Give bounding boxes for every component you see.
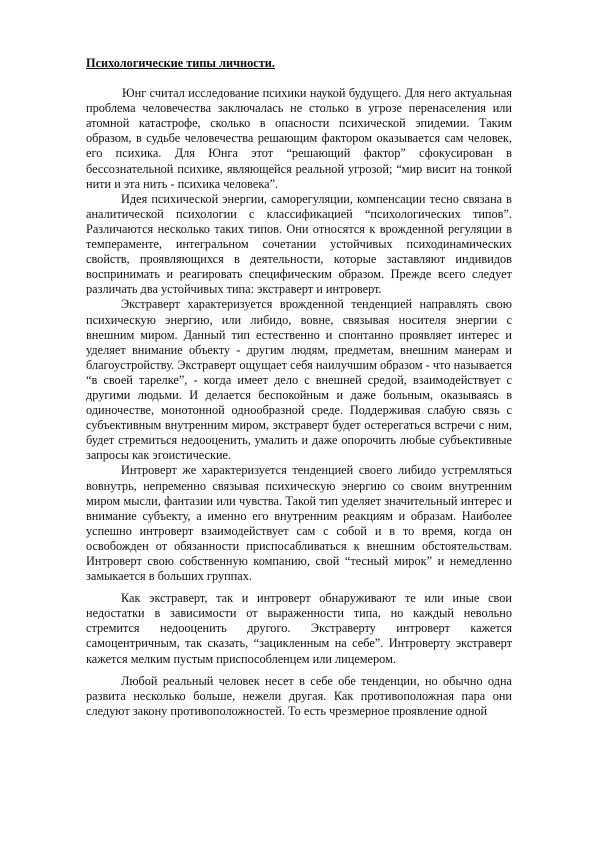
paragraph-extravert: Экстраверт характеризуется врожденной тенденцией направлять свою психическую энергию, или либидо, вовне, связывая носителя энергии с внешним миром. Данный тип естественно и спонтанно проявляет интерес и уделяет внимание объекту - другим людям, предметам, внешним манерам и благоустройству. Экстраверт ощущает себя наилучшим образом - что называется “в своей тарелке”, - когда имеет дело с внешней средой, взаимодействует с другими людьми. И делается беспокойным и даже больным, оказываясь в одиночестве, монотонной однообразной среде. Поддерживая слабую связь с субъективным внутренним миром, экстраверт будет остерегаться встречи с ним, будет стремиться недооценить, умалить и даже опорочить любые субъективные запросы как эгоистические. (86, 297, 512, 463)
paragraph-both-tendencies: Любой реальный человек несет в себе обе тенденции, но обычно одна развита несколько больше, нежели другая. Как противоположная пара они следуют закону противоположностей. То есть чрезмерное проявление одной (86, 673, 512, 718)
paragraph-comparison: Как экстраверт, так и интроверт обнаруживают те или иные свои недостатки в зависимости от выраженности типа, но каждый невольно стремится недооценить другого. Экстраверту интроверт кажется самоцентричным, так сказать, “зацикленным на себе”. Интроверту экстраверт кажется мелким пустым приспособленцем или лицемером. (86, 591, 512, 666)
document-body (86, 56, 512, 719)
paragraph-introvert: Интроверт же характеризуется тенденцией своего либидо устремляться вовнутрь, непременно связывая психическую энергию со своим внутренним миром мысли, фантазии или чувства. Такой тип уделяет значительный интерес и внимание субъекту, а именно его внутренним реакциям и образам. Наиболее успешно интроверт взаимодействует сам с собой и в то время, когда он освобожден от обязанности приспосабливаться к внешним обстоятельствам. Интроверт свою собственную компанию, свой “тесный мирок” и немедленно замыкается в больших группах. (86, 463, 512, 584)
paragraph-psychic-energy: Идея психической энергии, саморегуляции, компенсации тесно связана в аналитической психологии с классификацией “психологических типов”. Различаются несколько таких типов. Они относятся к врожденной регуляции в темпераменте, интегральном сочетании устойчивых психодинамических свойств, проявляющихся в деятельности, которые заставляют индивидов воспринимать и реагировать специфическим образом. Прежде всего следует различать два устойчивых типа: экстраверт и интроверт. (86, 191, 512, 297)
document-title: Психологические типы личности. (86, 56, 275, 70)
paragraph-jung-intro: Юнг считал исследование психики наукой будущего. Для него актуальная проблема человечества заключалась не столько в угрозе перенаселения или атомной катастрофе, сколько в опасности психической эпидемии. Таким образом, в судьбе человечества решающим фактором оказывается сам человек, его психика. Для Юнга этот “решающий фактор” сфокусирован в бессознательной психике, являющейся реальной угрозой; “мир висит на тонкой нити и эта нить - психика человека”. (86, 86, 512, 191)
